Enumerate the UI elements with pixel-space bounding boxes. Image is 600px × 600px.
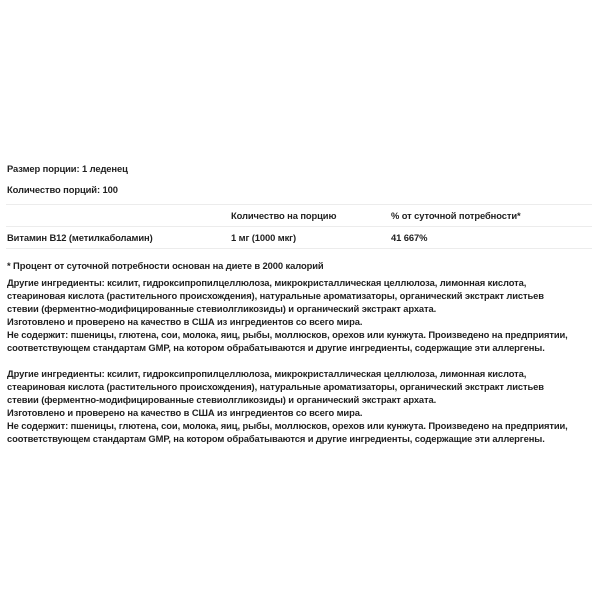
nutrition-table xyxy=(6,204,592,249)
nutrient-daily-value: 41 667% xyxy=(391,227,592,249)
paragraph-line: Не содержит: пшеницы, глютена, сои, молока, яиц, рыбы, моллюсков, орехов или кунжута. Произведено на предприятии, xyxy=(7,329,568,340)
table-header-row xyxy=(6,205,592,227)
header-nutrient xyxy=(6,205,231,227)
paragraph-line: Изготовлено и проверено на качество в США из ингредиентов со всего мира. xyxy=(7,316,363,327)
header-amount-per-serving: Количество на порцию xyxy=(231,205,391,227)
paragraph-line: соответствующем стандартам GMP, на котором обрабатываются и другие ингредиенты, содержащие эти аллергены. xyxy=(7,433,545,444)
daily-value-footnote: * Процент от суточной потребности основан на диете в 2000 калорий xyxy=(7,260,324,271)
paragraph-line: Изготовлено и проверено на качество в США из ингредиентов со всего мира. xyxy=(7,407,363,418)
ingredients-paragraph xyxy=(7,276,593,354)
paragraph-line: стевии (ферментно-модифицированные стевиолгликозиды) и органический экстракт архата. xyxy=(7,303,437,314)
paragraph-line: Другие ингредиенты: ксилит, гидроксипропилцеллюлоза, микрокристаллическая целлюлоза, лимонная кислота, xyxy=(7,277,527,288)
nutrient-amount: 1 мг (1000 мкг) xyxy=(231,227,391,249)
serving-size: Размер порции: 1 леденец xyxy=(7,163,128,174)
table-row xyxy=(6,227,592,249)
paragraph-line: стевии (ферментно-модифицированные стевиолгликозиды) и органический экстракт архата. xyxy=(7,394,437,405)
paragraph-line: стеариновая кислота (растительного происхождения), натуральные ароматизаторы, органический экстракт листьев xyxy=(7,290,544,301)
paragraph-line: стеариновая кислота (растительного происхождения), натуральные ароматизаторы, органический экстракт листьев xyxy=(7,381,544,392)
paragraph-line: соответствующем стандартам GMP, на котором обрабатываются и другие ингредиенты, содержащие эти аллергены. xyxy=(7,342,545,353)
ingredients-paragraph xyxy=(7,367,593,445)
paragraph-line: Не содержит: пшеницы, глютена, сои, молока, яиц, рыбы, моллюсков, орехов или кунжута. Произведено на предприятии, xyxy=(7,420,568,431)
paragraph-line: Другие ингредиенты: ксилит, гидроксипропилцеллюлоза, микрокристаллическая целлюлоза, лимонная кислота, xyxy=(7,368,527,379)
supplement-facts xyxy=(7,162,593,445)
header-daily-value: % от суточной потребности* xyxy=(391,205,592,227)
nutrient-name: Витамин B12 (метилкаболамин) xyxy=(6,227,231,249)
servings-per-container: Количество порций: 100 xyxy=(7,184,118,195)
